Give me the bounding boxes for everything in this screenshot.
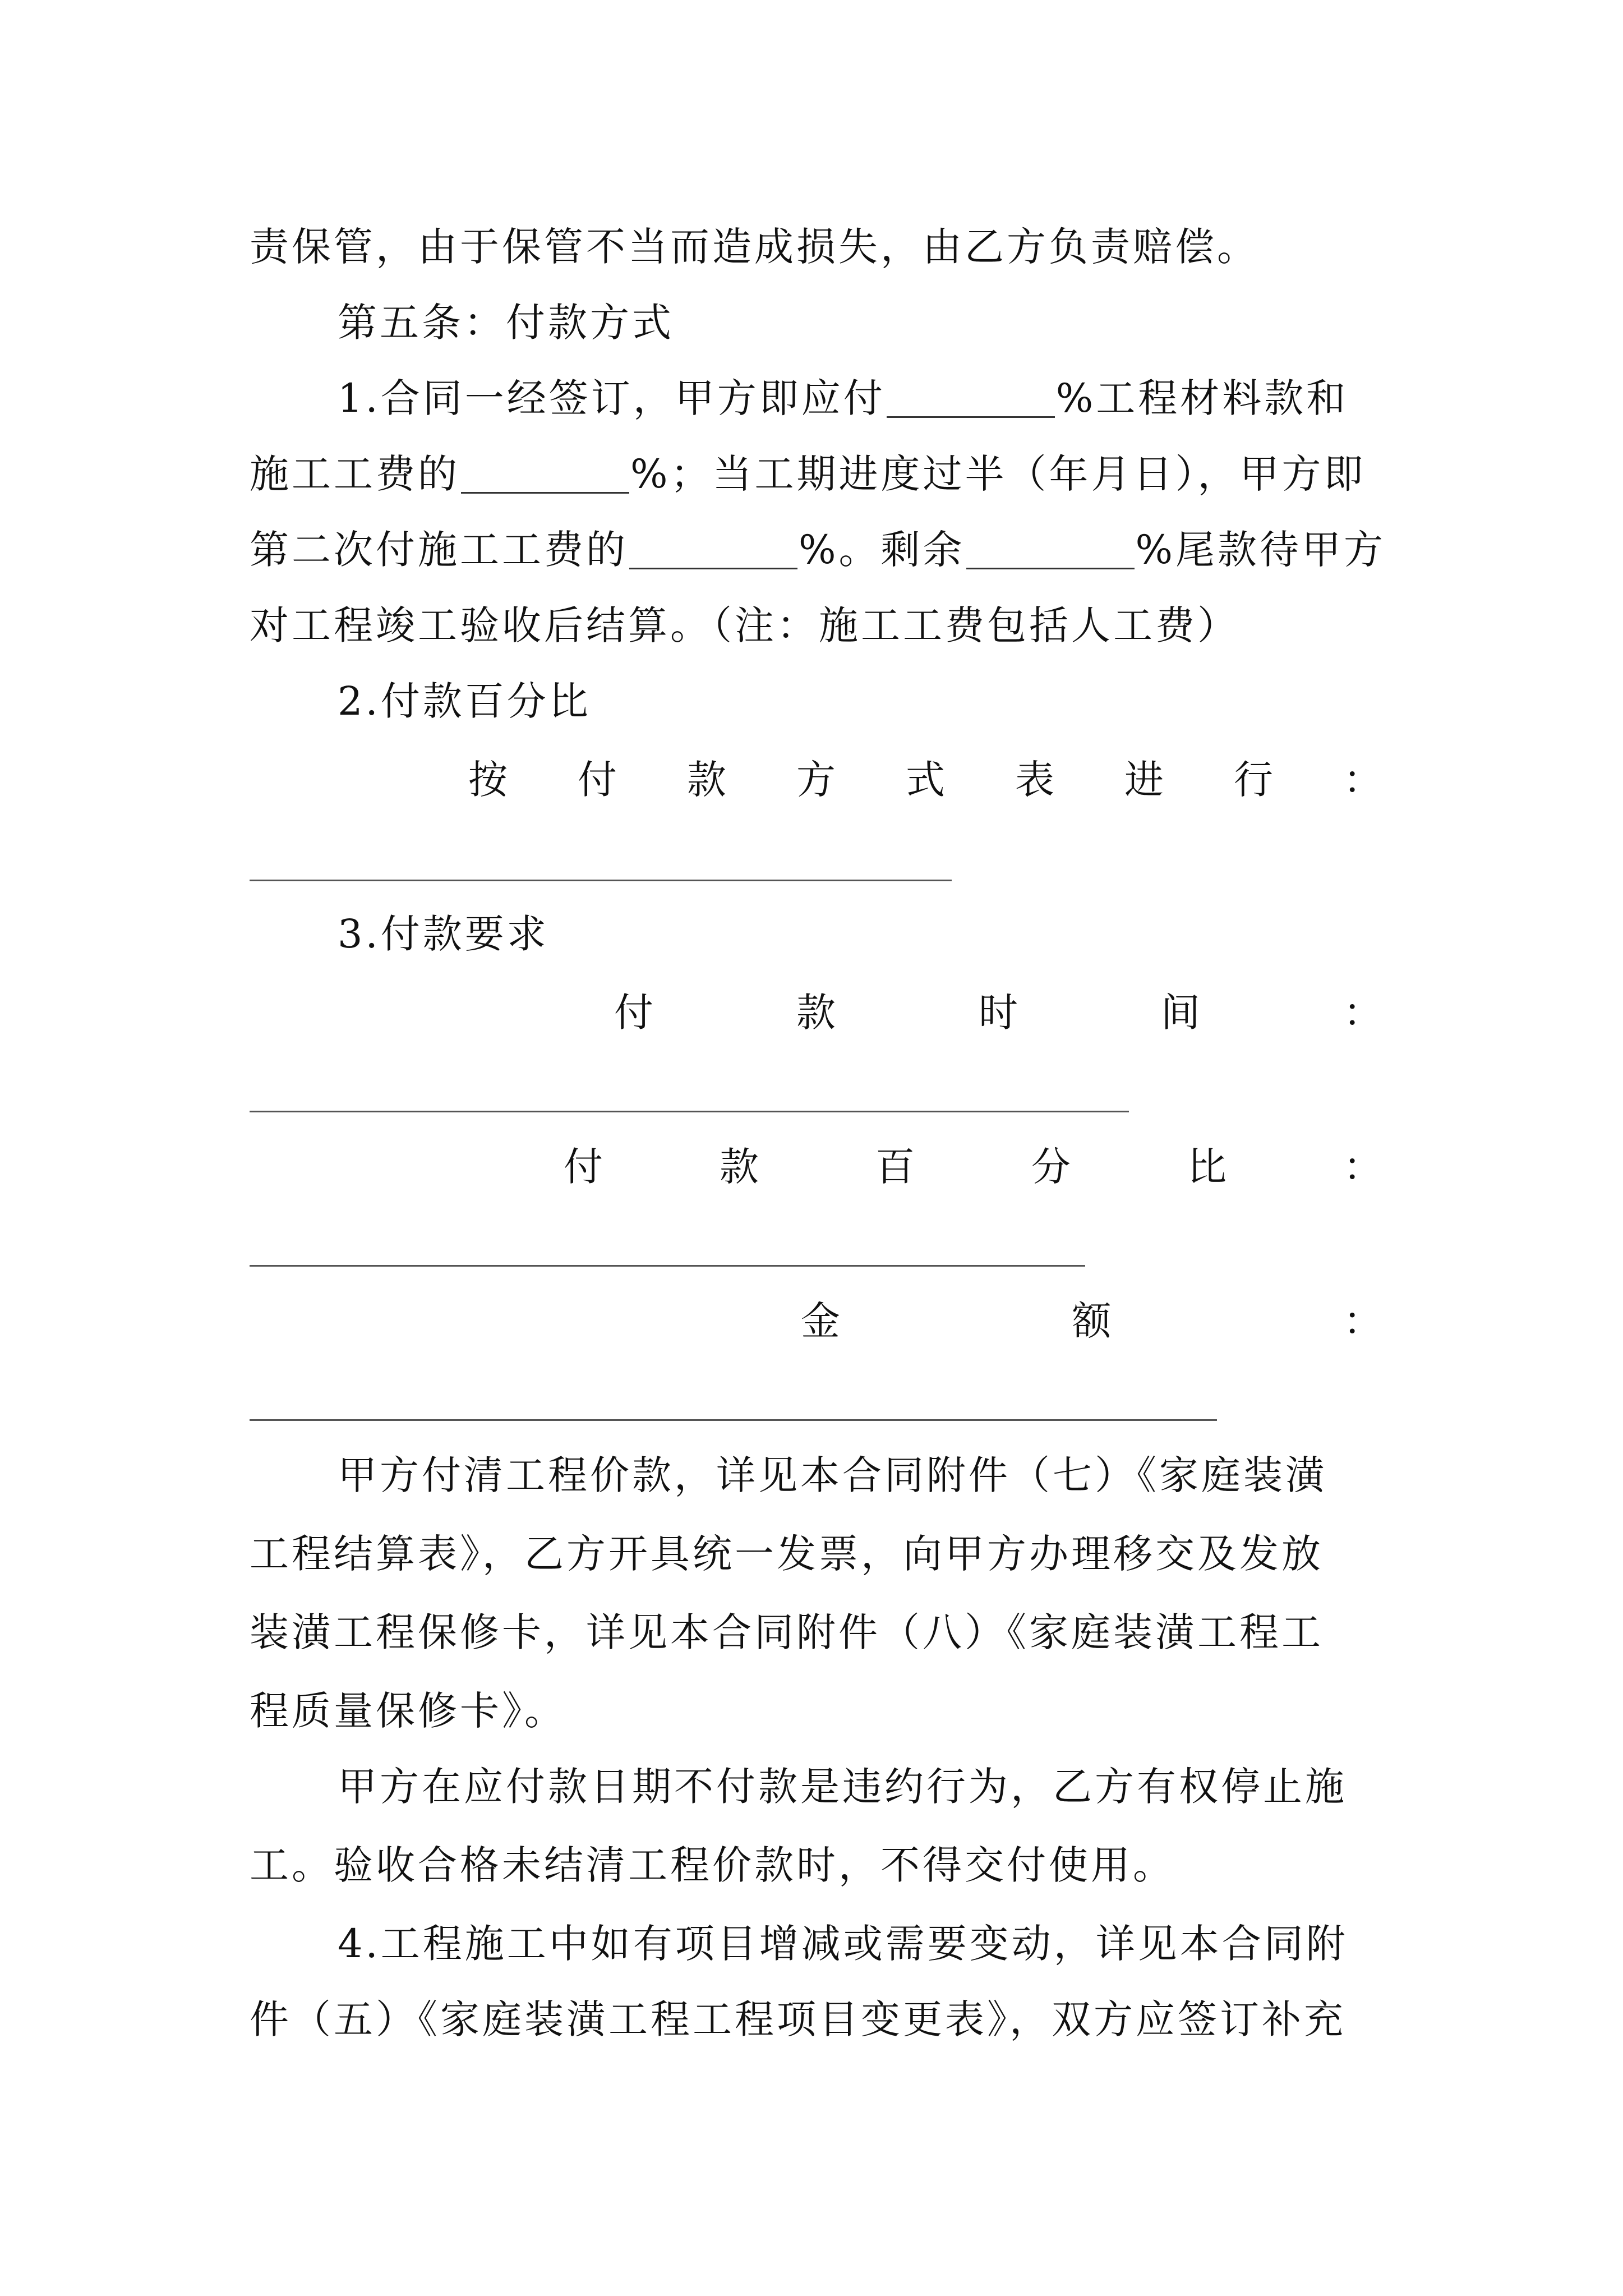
- spread-char: 额: [1072, 1298, 1112, 1344]
- spread-char: 按: [468, 757, 508, 803]
- spread-char: 分: [1031, 1144, 1071, 1190]
- text-segment: 施工工费的: [250, 451, 460, 497]
- spread-char: 款: [796, 990, 836, 1036]
- spread-label-payment-table: [468, 757, 1382, 803]
- paragraph-line: [338, 375, 1382, 421]
- section-heading: 第五条：付款方式: [338, 300, 674, 346]
- spread-char: 间: [1161, 990, 1200, 1036]
- spread-label-payment-percentage: [564, 1144, 1382, 1190]
- spread-char: 付: [564, 1144, 603, 1190]
- spread-char: 方: [796, 757, 836, 803]
- spread-char: 款: [687, 757, 726, 803]
- spread-label-amount: [801, 1298, 1382, 1344]
- sub-heading: 3.付款要求: [338, 911, 549, 957]
- paragraph-line: 责保管，由于保管不当而造成损失，由乙方负责赔偿。: [250, 224, 1259, 270]
- spread-char: 行: [1234, 757, 1273, 803]
- spread-char: 表: [1015, 757, 1054, 803]
- paragraph-line: 甲方付清工程价款，详见本合同附件（七）《家庭装潢: [338, 1452, 1327, 1498]
- spread-char: 金: [801, 1298, 840, 1344]
- text-segment: %尾款待甲方: [1135, 527, 1386, 573]
- text-segment: %工程材料款和: [1055, 375, 1349, 421]
- text-segment: %。剩余: [799, 527, 965, 573]
- paragraph-line: 甲方在应付款日期不付款是违约行为，乙方有权停止施: [338, 1764, 1347, 1810]
- paragraph-line: 程质量保修卡》。: [250, 1688, 566, 1734]
- fill-in-rule[interactable]: [250, 1111, 1129, 1112]
- spread-char: ：: [1343, 1298, 1382, 1344]
- fill-in-rule[interactable]: [250, 880, 952, 881]
- paragraph-line: 4.工程施工中如有项目增减或需要变动，详见本合同附: [338, 1921, 1348, 1967]
- text-segment: 第二次付施工工费的: [250, 527, 628, 573]
- spread-char: 付: [578, 757, 617, 803]
- text-segment: %；当工期进度过半（年月日），甲方即: [630, 451, 1366, 497]
- paragraph-line: 装潢工程保修卡，详见本合同附件（八）《家庭装潢工程工: [250, 1609, 1324, 1655]
- spread-char: 款: [720, 1144, 759, 1190]
- text-segment: 1.合同一经签订，甲方即应付: [338, 375, 886, 421]
- fill-in-blank[interactable]: [461, 457, 629, 494]
- spread-char: 时: [979, 990, 1018, 1036]
- spread-char: ：: [1343, 990, 1382, 1036]
- fill-in-blank[interactable]: [887, 381, 1055, 418]
- fill-in-blank[interactable]: [629, 533, 797, 569]
- spread-char: 式: [906, 757, 945, 803]
- fill-in-rule[interactable]: [250, 1419, 1217, 1421]
- spread-char: 比: [1187, 1144, 1227, 1190]
- paragraph-line: 对工程竣工验收后结算。（注：施工工费包括人工费）: [250, 602, 1239, 648]
- spread-char: 百: [875, 1144, 915, 1190]
- paragraph-line: 工程结算表》，乙方开具统一发票，向甲方办理移交及发放: [250, 1531, 1324, 1577]
- fill-in-rule[interactable]: [250, 1265, 1085, 1267]
- fill-in-blank[interactable]: [966, 533, 1135, 569]
- paragraph-line: 件（五）《家庭装潢工程工程项目变更表》，双方应签订补充: [250, 1996, 1346, 2042]
- spread-char: ：: [1343, 1144, 1382, 1190]
- paragraph-line: [250, 451, 1382, 497]
- spread-char: ：: [1343, 757, 1382, 803]
- paragraph-line: [250, 527, 1386, 573]
- spread-char: 付: [614, 990, 653, 1036]
- sub-heading: 2.付款百分比: [338, 678, 591, 724]
- paragraph-line: 工。验收合格未结清工程价款时，不得交付使用。: [250, 1842, 1175, 1888]
- spread-label-payment-time: [614, 990, 1382, 1036]
- spread-char: 进: [1124, 757, 1164, 803]
